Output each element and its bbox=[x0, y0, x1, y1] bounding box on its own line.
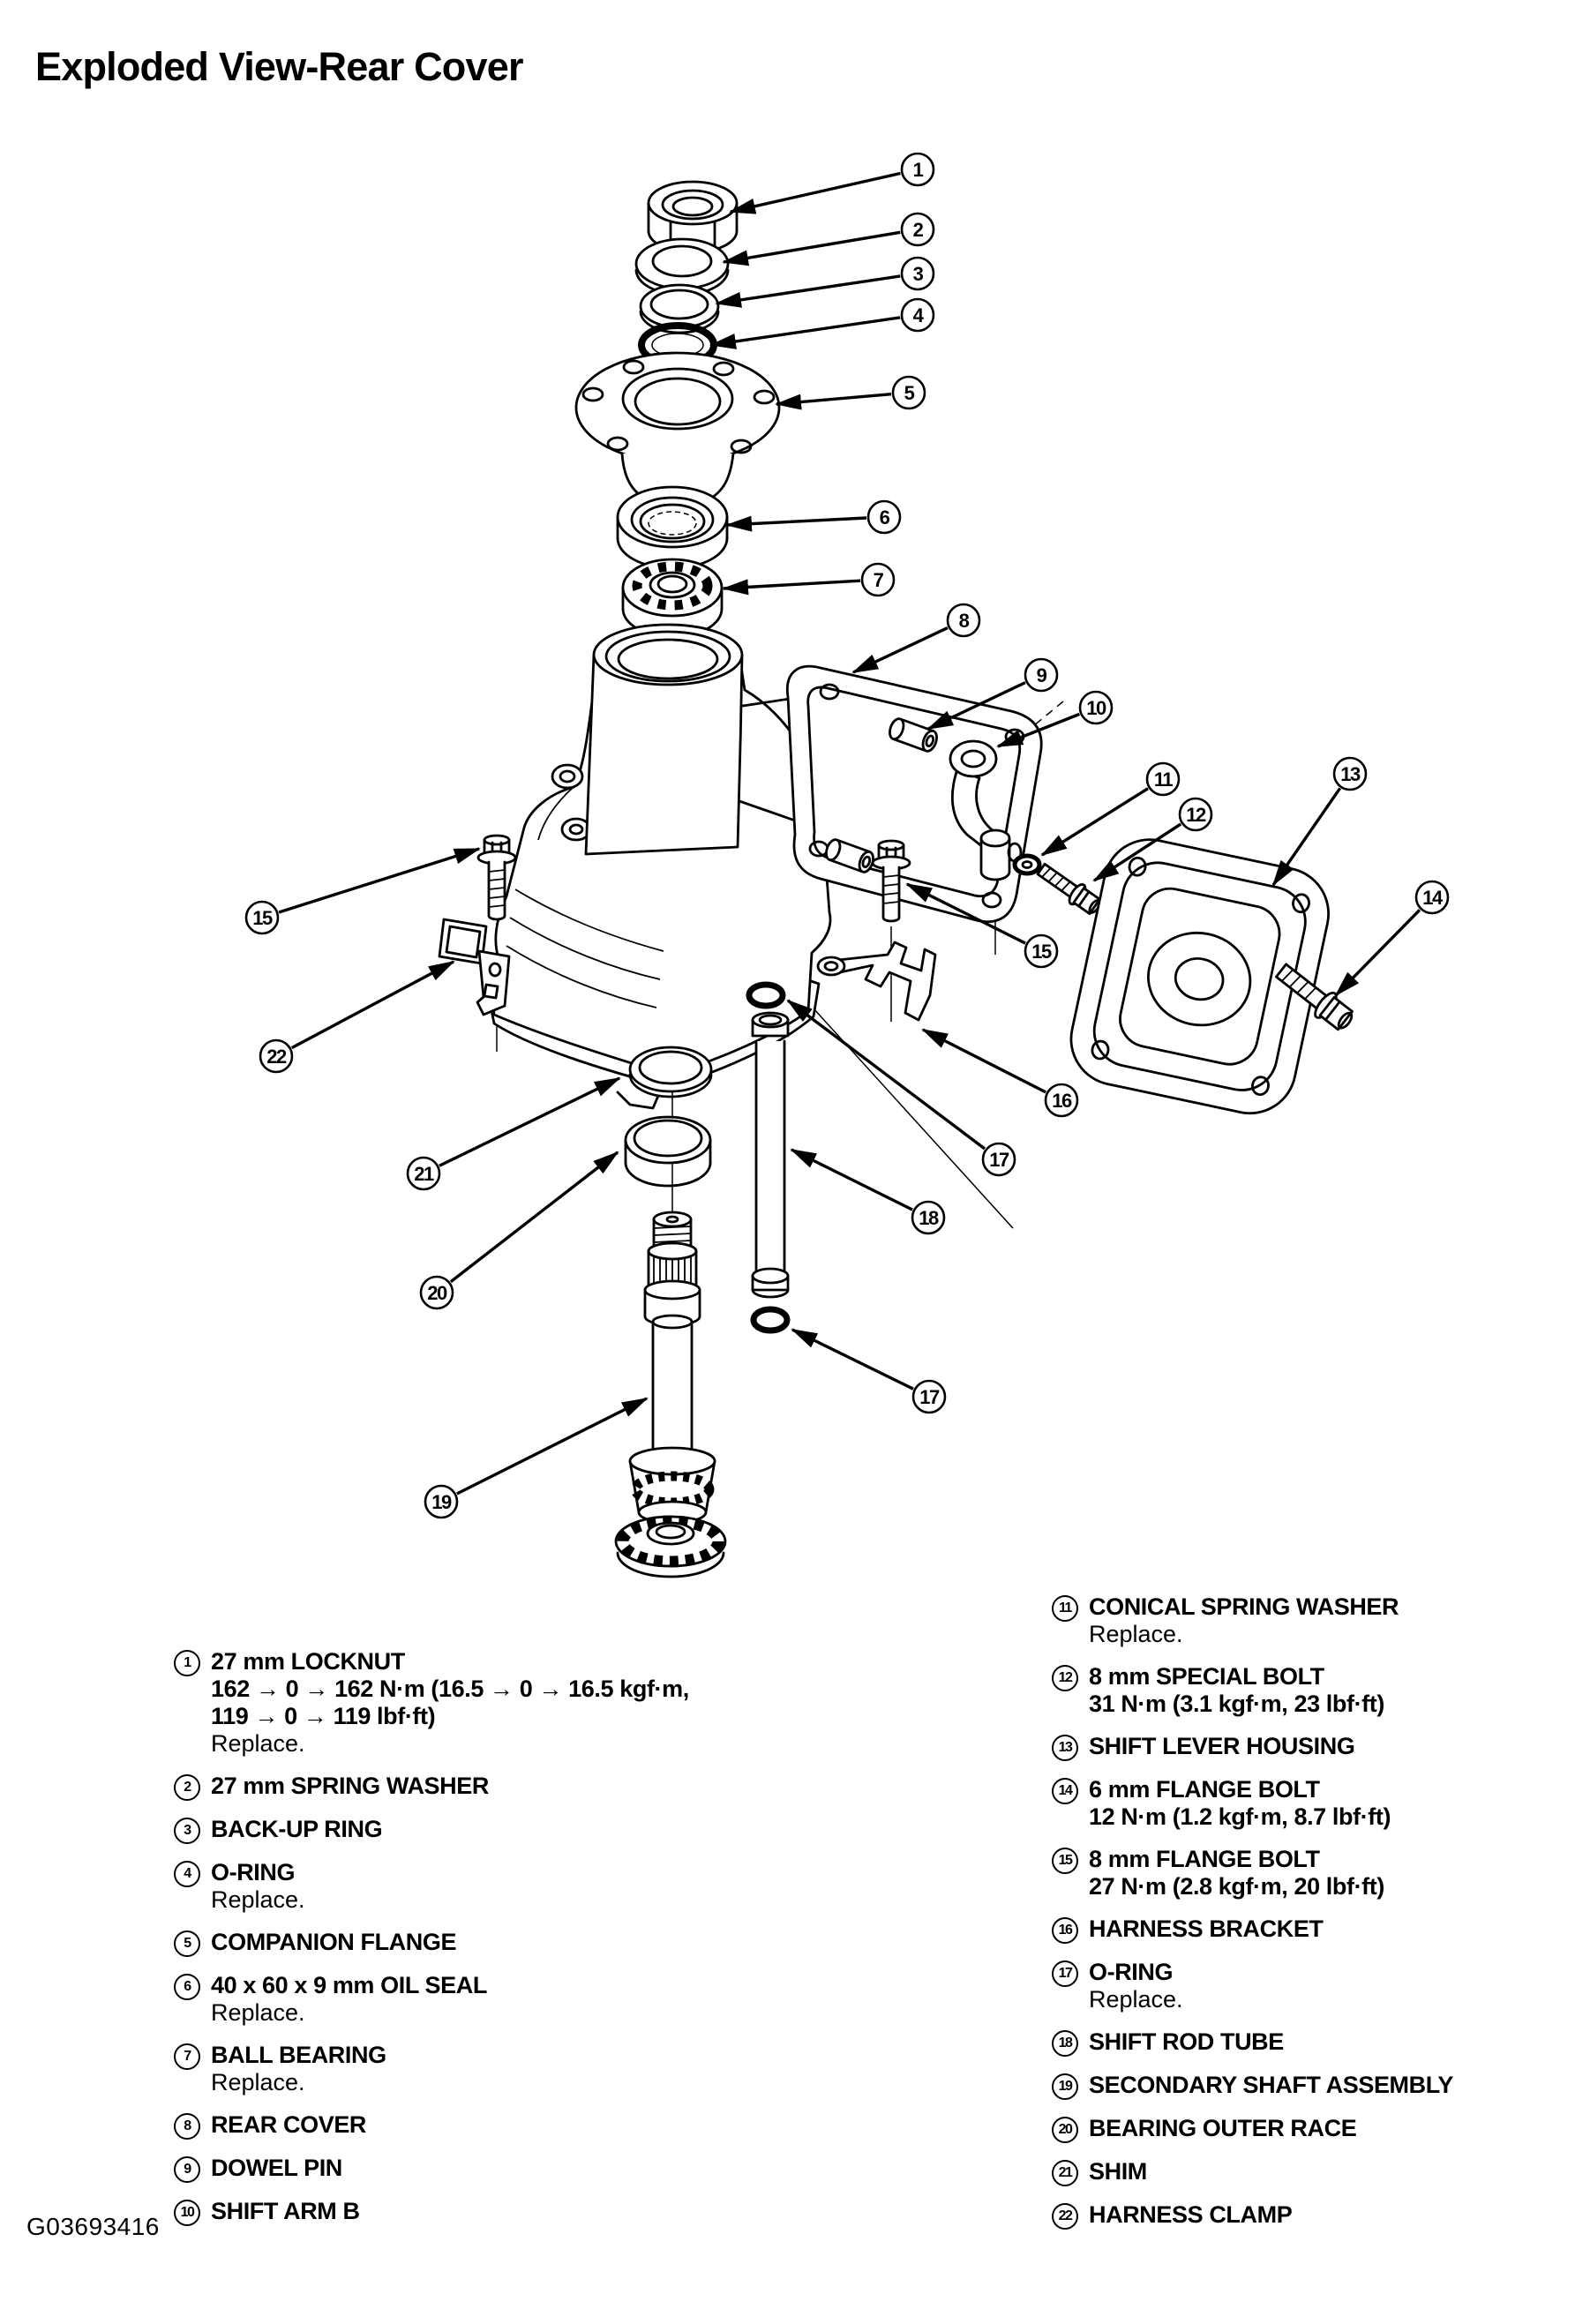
callout-number: 8 bbox=[958, 610, 969, 632]
callout-leader bbox=[791, 1150, 912, 1210]
callout-number: 17 bbox=[989, 1149, 1009, 1171]
callout-leader bbox=[923, 1030, 1046, 1092]
callout-leader bbox=[457, 1398, 647, 1494]
part-name: BEARING OUTER RACE bbox=[1089, 2115, 1357, 2141]
parts-list-item bbox=[1052, 1846, 1575, 1900]
callout-leader bbox=[711, 318, 900, 345]
parts-list-item bbox=[174, 2155, 941, 2183]
part-name: 27 mm SPRING WASHER bbox=[211, 1773, 489, 1799]
parts-list-item bbox=[1052, 1663, 1575, 1718]
part-note: Replace. bbox=[211, 2069, 305, 2095]
part-name: HARNESS BRACKET bbox=[1089, 1915, 1324, 1942]
parts-list-item bbox=[1052, 1959, 1575, 2013]
callout-leader bbox=[792, 1330, 913, 1389]
callout-leader bbox=[292, 962, 454, 1048]
part-name: 8 mm FLANGE BOLT bbox=[1089, 1846, 1320, 1872]
parts-list-item bbox=[1052, 2115, 1575, 2143]
part-name: SHIM bbox=[1089, 2158, 1147, 2185]
parts-list-item bbox=[1052, 1733, 1575, 1761]
part-spec: 27 N·m (2.8 kgf·m, 20 lbf·ft) bbox=[1089, 1873, 1384, 1900]
part-secondary-shaft bbox=[616, 1212, 725, 1577]
callout-number: 3 bbox=[912, 263, 923, 285]
parts-list-item bbox=[174, 1859, 941, 1914]
part-number-badge: 21 bbox=[1052, 2160, 1078, 2186]
callout-number: 18 bbox=[919, 1207, 938, 1229]
part-number-badge: 8 bbox=[174, 2113, 200, 2140]
part-name: 8 mm SPECIAL BOLT bbox=[1089, 1663, 1324, 1690]
callout-number: 1 bbox=[912, 159, 923, 181]
callout-number: 5 bbox=[904, 382, 914, 404]
part-spec: 119 → 0 → 119 lbf·ft) bbox=[211, 1703, 436, 1729]
part-name: BALL BEARING bbox=[211, 2042, 386, 2068]
callout-number: 9 bbox=[1036, 664, 1046, 686]
part-name: DOWEL PIN bbox=[211, 2155, 342, 2181]
callout-number: 15 bbox=[1031, 941, 1051, 963]
callout-leader bbox=[279, 849, 479, 912]
parts-list-right bbox=[1052, 1593, 1575, 2245]
part-name: SHIFT LEVER HOUSING bbox=[1089, 1733, 1355, 1759]
part-number-badge: 16 bbox=[1052, 1917, 1078, 1944]
parts-list-item bbox=[174, 1929, 941, 1957]
parts-list-item bbox=[174, 1972, 941, 2027]
callout-number: 16 bbox=[1052, 1090, 1071, 1112]
callout-number: 11 bbox=[1153, 768, 1173, 791]
parts-list-item bbox=[1052, 1593, 1575, 1648]
part-name: CONICAL SPRING WASHER bbox=[1089, 1593, 1399, 1620]
parts-list-item bbox=[1052, 1776, 1575, 1831]
callout-number: 13 bbox=[1340, 763, 1360, 785]
part-number-badge: 3 bbox=[174, 1818, 200, 1844]
part-spec: 162 → 0 → 162 N·m (16.5 → 0 → 16.5 kgf·m, bbox=[211, 1676, 689, 1702]
callout-leader bbox=[788, 1001, 985, 1149]
part-name: 6 mm FLANGE BOLT bbox=[1089, 1776, 1320, 1803]
parts-list-item bbox=[174, 1816, 941, 1844]
part-number-badge: 10 bbox=[174, 2200, 200, 2226]
part-number-badge: 19 bbox=[1052, 2073, 1078, 2100]
part-number-badge: 9 bbox=[174, 2156, 200, 2183]
part-shift-rod-tube bbox=[753, 1013, 788, 1297]
part-bearing-outer-race bbox=[626, 1117, 710, 1186]
part-name: BACK-UP RING bbox=[211, 1816, 383, 1842]
callout-leader bbox=[1273, 788, 1340, 885]
part-name: HARNESS CLAMP bbox=[1089, 2201, 1293, 2228]
parts-list-item bbox=[174, 1648, 941, 1758]
callout-number: 10 bbox=[1086, 697, 1106, 719]
part-oil-seal bbox=[618, 487, 727, 568]
part-spec: 12 N·m (1.2 kgf·m, 8.7 lbf·ft) bbox=[1089, 1803, 1391, 1830]
part-note: Replace. bbox=[1089, 1986, 1183, 2013]
callout-leader bbox=[731, 173, 900, 212]
figure-code: G03693416 bbox=[26, 2213, 160, 2240]
part-number-badge: 13 bbox=[1052, 1735, 1078, 1761]
parts-list-item bbox=[174, 2111, 941, 2140]
part-note: Replace. bbox=[211, 1886, 305, 1913]
part-note: Replace. bbox=[211, 1999, 305, 2026]
part-note: Replace. bbox=[1089, 1621, 1183, 1647]
part-name: O-RING bbox=[211, 1859, 296, 1885]
part-number-badge: 15 bbox=[1052, 1848, 1078, 1874]
callout-leader bbox=[727, 518, 866, 525]
part-harness-bracket bbox=[818, 942, 935, 1020]
part-name: REAR COVER bbox=[211, 2111, 367, 2138]
part-number-badge: 17 bbox=[1052, 1960, 1078, 1987]
callout-number: 4 bbox=[912, 304, 923, 326]
callout-number: 15 bbox=[252, 907, 272, 929]
page-title: Exploded View-Rear Cover bbox=[35, 44, 523, 89]
callout-leader bbox=[724, 232, 900, 262]
parts-list-item bbox=[1052, 2028, 1575, 2057]
part-spec: 31 N·m (3.1 kgf·m, 23 lbf·ft) bbox=[1089, 1691, 1384, 1717]
callout-number: 6 bbox=[879, 506, 889, 529]
part-number-badge: 2 bbox=[174, 1774, 200, 1801]
parts-list-item bbox=[174, 2042, 941, 2096]
part-number-badge: 11 bbox=[1052, 1595, 1078, 1622]
part-number-badge: 6 bbox=[174, 1974, 200, 2000]
parts-list-item bbox=[1052, 2201, 1575, 2230]
part-name: 40 x 60 x 9 mm OIL SEAL bbox=[211, 1972, 487, 1998]
part-number-badge: 14 bbox=[1052, 1778, 1078, 1804]
callout-leader bbox=[776, 394, 891, 404]
part-number-badge: 7 bbox=[174, 2043, 200, 2070]
parts-list-left bbox=[174, 1648, 941, 2241]
part-number-badge: 20 bbox=[1052, 2117, 1078, 2143]
part-number-badge: 12 bbox=[1052, 1665, 1078, 1691]
part-number-badge: 4 bbox=[174, 1861, 200, 1887]
callout-number: 21 bbox=[414, 1163, 433, 1185]
callout-number: 7 bbox=[873, 569, 883, 591]
parts-list-item bbox=[1052, 2072, 1575, 2100]
callout-leader bbox=[1336, 910, 1420, 995]
callout-number: 20 bbox=[427, 1282, 446, 1304]
parts-list-item bbox=[174, 2198, 941, 2226]
callout-number: 2 bbox=[912, 219, 923, 241]
part-number-badge: 5 bbox=[174, 1930, 200, 1957]
parts-list-item bbox=[1052, 1915, 1575, 1944]
callout-number: 17 bbox=[919, 1386, 939, 1408]
callout-leader bbox=[439, 1078, 619, 1166]
callout-number: 12 bbox=[1186, 804, 1205, 826]
callout-leader bbox=[853, 628, 948, 672]
callout-leader bbox=[724, 581, 860, 588]
part-name: COMPANION FLANGE bbox=[211, 1929, 457, 1955]
parts-list-item bbox=[174, 1773, 941, 1801]
part-name: O-RING bbox=[1089, 1959, 1174, 1985]
part-name: SHIFT ROD TUBE bbox=[1089, 2028, 1284, 2055]
part-special-bolt bbox=[1035, 859, 1105, 918]
part-o-ring-lower bbox=[754, 1309, 787, 1331]
callout-leader bbox=[451, 1152, 618, 1282]
callout-number: 19 bbox=[431, 1491, 451, 1513]
part-shim bbox=[630, 1047, 711, 1097]
parts-list-item bbox=[1052, 2158, 1575, 2186]
callout-leader bbox=[716, 276, 900, 304]
callout-number: 14 bbox=[1422, 887, 1442, 909]
part-name: SECONDARY SHAFT ASSEMBLY bbox=[1089, 2072, 1453, 2098]
part-number-badge: 18 bbox=[1052, 2030, 1078, 2057]
part-number-badge: 1 bbox=[174, 1650, 200, 1676]
part-name: 27 mm LOCKNUT bbox=[211, 1648, 405, 1675]
part-note: Replace. bbox=[211, 1730, 305, 1757]
callout-number: 22 bbox=[266, 1046, 286, 1068]
part-name: SHIFT ARM B bbox=[211, 2198, 360, 2224]
part-number-badge: 22 bbox=[1052, 2203, 1078, 2230]
part-conical-spring-washer bbox=[1015, 856, 1039, 873]
